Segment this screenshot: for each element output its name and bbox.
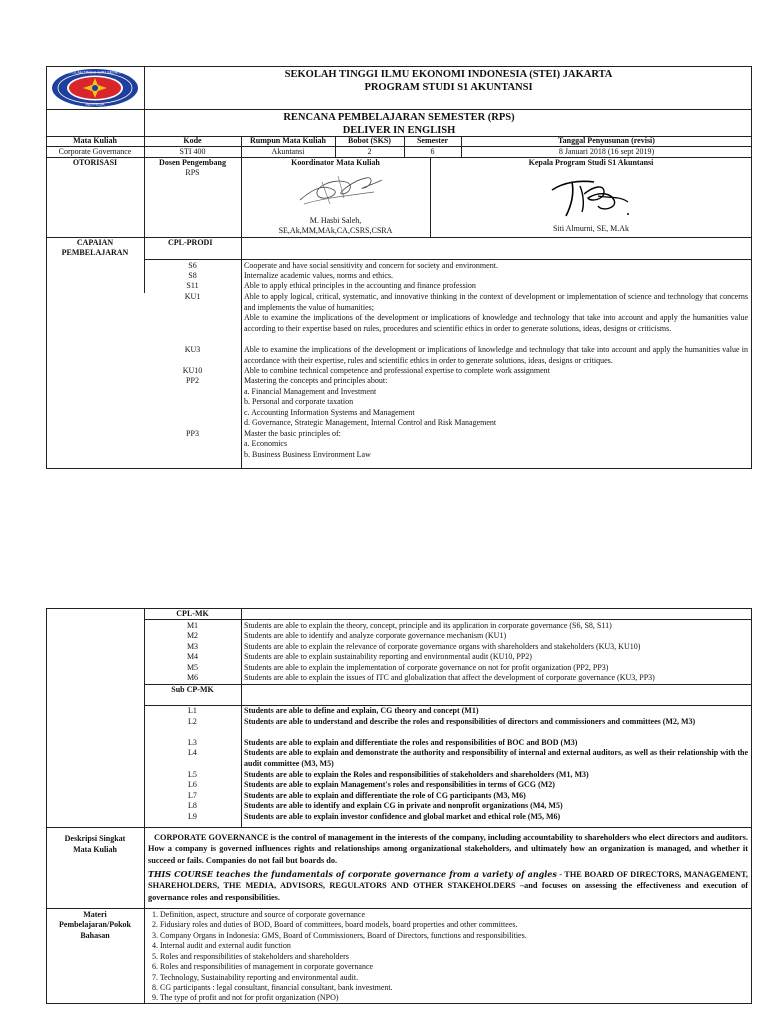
pembelajaran-label: PEMBELAJARAN xyxy=(61,248,129,257)
desc-M5: Students are able to explain the implementation of corporate governance on not for profit organization (PP2, PP3) xyxy=(244,663,609,672)
col-tanggal: Tanggal Penyusunan (revisi) xyxy=(558,136,655,145)
desc-PP2-0: Mastering the concepts and principles about: xyxy=(244,376,388,385)
col-semester: Semester xyxy=(416,136,449,145)
code-KU1: KU1 xyxy=(184,292,201,301)
desc-PP2-4: d. Governance, Strategic Management, Internal Control and Risk Management xyxy=(244,418,497,427)
desc-L7: Students are able to explain and differentiate the role of CG participants (M3, M6) xyxy=(244,791,526,800)
deskripsi-p1: CORPORATE GOVERNANCE is the control of management in the interests of the company, including accountability to shareholders who elect directors and auditors. How a company is governed influences rights and relationships among organizational stakeholders, and ultimately how an organization is managed, and whether it succeed or fails. Companies do not fail but boards do. xyxy=(148,833,748,865)
deskripsi-label-2: Mata Kuliah xyxy=(73,845,117,854)
desc-KU1-b: Able to examine the implications of the development or implications of knowledge and technology that take into account and apply the humanities value according to their expertise based on rules, procedures and scientific ethics in order to generate solutions, ideas, designs or criticisms. xyxy=(244,313,748,333)
desc-M3: Students are able to explain the relevance of corporate governance organs with shareholders and stakeholders (KU3, KU10) xyxy=(244,642,641,651)
col-bobot: Bobot (SKS) xyxy=(348,136,391,145)
val-tanggal: 8 Januari 2018 (16 sept 2019) xyxy=(558,147,655,156)
desc-L5: Students are able to explain the Roles and responsibilities of stakeholders and shareholders (M1, M3) xyxy=(244,770,589,779)
stei-logo xyxy=(50,67,140,109)
code-PP3: PP3 xyxy=(186,429,199,438)
desc-L1: Students are able to define and explain, CG theory and concept (M1) xyxy=(244,706,479,715)
school-name: SEKOLAH TINGGI ILMU EKONOMI INDONESIA (STEI) JAKARTA xyxy=(284,69,613,80)
desc-PP2-3: c. Accounting Information Systems and Management xyxy=(244,408,415,417)
desc-M1: Students are able to explain the theory, concept, principle and its application in corporate governance (S6, S8, S11) xyxy=(244,621,612,630)
desc-PP3-0: Master the basic principles of: xyxy=(244,429,341,438)
desc-L9: Students are able to explain investor confidence and global market and ethical role (M5, M6) xyxy=(244,812,561,821)
val-kode: STI 400 xyxy=(179,147,206,156)
kaprodi-name: Siti Almurni, SE, M.Ak xyxy=(552,224,629,233)
signature-kaprodi xyxy=(538,172,634,220)
col-kode: Kode xyxy=(183,136,202,145)
desc-KU1-a: Able to apply logical, critical, systematic, and innovative thinking in the context of development or implementation of science and technology that concerns and implements the value of humanities; xyxy=(244,292,748,312)
val-bobot: 2 xyxy=(367,147,372,156)
desc-PP3-2: b. Business Business Environment Law xyxy=(244,450,371,459)
code-L8: L8 xyxy=(188,801,197,810)
deskripsi-label: Deskripsi Singkat xyxy=(64,834,126,843)
deskripsi-script: THIS COURSE teaches the fundamentals of corporate governance from a variety of angles xyxy=(148,869,557,879)
code-KU10: KU10 xyxy=(182,366,203,375)
logo-bottom-text: INDONESIA xyxy=(85,102,105,107)
dosen-label: Dosen Pengembang xyxy=(159,158,226,167)
materi-item-8: 8. CG participants : legal consultant, financial consultant, bank investment. xyxy=(152,983,393,992)
logo-ring-text: SEKOLAH TINGGI ILMU EKONOMI xyxy=(65,70,125,75)
code-PP2: PP2 xyxy=(186,376,199,385)
code-L5: L5 xyxy=(188,770,197,779)
val-semester: 6 xyxy=(430,147,435,156)
materi-item-4: 4. Internal audit and external audit function xyxy=(152,941,291,950)
code-M3: M3 xyxy=(186,642,199,651)
cpl-prodi-label: CPL-PRODI xyxy=(168,238,213,247)
rps-subtitle: DELIVER IN ENGLISH xyxy=(342,125,456,136)
desc-KU10: Able to combine technical competence and professional expertise to complete work assignment xyxy=(244,366,550,375)
col-mata-kuliah: Mata Kuliah xyxy=(73,136,117,145)
koordinator-name: M. Hasbi Saleh, xyxy=(309,216,362,225)
desc-L6: Students are able to explain Management's roles and responsibilities in terms of GCG (M2) xyxy=(244,780,555,789)
rps-title: RENCANA PEMBELAJARAN SEMESTER (RPS) xyxy=(283,112,515,123)
col-rumpun: Rumpun Mata Kuliah xyxy=(249,136,327,145)
code-M6: M6 xyxy=(186,673,199,682)
materi-item-9: 9. The type of profit and not for profit organization (NPO) xyxy=(152,993,339,1002)
code-S11: S11 xyxy=(186,281,199,290)
desc-PP2-2: b. Personal and corporate taxation xyxy=(244,397,354,406)
program-name: PROGRAM STUDI S1 AKUNTANSI xyxy=(364,82,533,93)
code-L9: L9 xyxy=(188,812,197,821)
desc-M2: Students are able to identify and analyze corporate governance mechanism (KU1) xyxy=(244,631,507,640)
otorisasi-label: OTORISASI xyxy=(72,158,118,167)
desc-L2: Students are able to understand and describe the roles and responsibilities of directors and commissioners and committees (M2, M3) xyxy=(244,717,696,726)
desc-KU3: Able to examine the implications of the development or implications of knowledge and technology that take into account and apply the humanities value in accordance with their expertise, rules and scientific ethics in order to generate solutions, ideas, designs or critiques. xyxy=(244,345,748,365)
cpl-mk-label: CPL-MK xyxy=(176,609,209,618)
materi-item-7: 7. Technology, Sustainability reporting and environmental audit. xyxy=(152,973,359,982)
code-L2: L2 xyxy=(188,717,197,726)
val-mata-kuliah: Corporate Governance xyxy=(58,147,132,156)
desc-S11: Able to apply ethical principles in the accounting and finance profession xyxy=(244,281,476,290)
deskripsi-p2: THIS COURSE teaches the fundamentals of corporate governance from a variety of angles - THE BOARD OF DIRECTORS, MANAGEMENT, SHAREHOLDERS, THE MEDIA, ADVISORS, REGULATORS AND OTHER STAKEHOLDERS –and focuses on assessing the effectiveness and execution of governance roles and responsibilities. xyxy=(148,869,748,902)
signature-koordinator xyxy=(294,170,386,210)
code-L1: L1 xyxy=(188,706,197,715)
koordinator-title: SE,Ak,MM,MAk,CA,CSRS,CSRA xyxy=(278,226,393,235)
code-M1: M1 xyxy=(186,621,199,630)
desc-PP2-1: a. Financial Management and Investment xyxy=(244,387,377,396)
materi-item-1: 1. Definition, aspect, structure and source of corporate governance xyxy=(152,910,366,919)
code-M5: M5 xyxy=(186,663,199,672)
desc-PP3-1: a. Economics xyxy=(244,439,288,448)
materi-label-3: Bahasan xyxy=(80,931,110,940)
code-L7: L7 xyxy=(188,791,197,800)
code-M2: M2 xyxy=(186,631,199,640)
sub-cpmk-label: Sub CP-MK xyxy=(171,685,214,694)
code-L6: L6 xyxy=(188,780,197,789)
code-S6: S6 xyxy=(188,261,197,270)
val-rumpun: Akuntansi xyxy=(271,147,305,156)
code-S8: S8 xyxy=(188,271,197,280)
code-L4: L4 xyxy=(188,748,197,757)
desc-L4: Students are able to explain and demonstrate the authority and responsibility of internal and external auditors, as well as their relationship with the audit committee (M3, M5) xyxy=(244,748,748,768)
materi-item-5: 5. Roles and responsibilities of stakeholders and shareholders xyxy=(152,952,349,961)
desc-L3: Students are able to explain and differentiate the roles and responsibilities of BOC and BOD (M3) xyxy=(244,738,578,747)
materi-item-2: 2. Fidusiary roles and duties of BOD, Board of committees, board models, board properties and other committees. xyxy=(152,920,518,929)
materi-label: Materi xyxy=(83,910,107,919)
materi-item-3: 3. Company Organs in Indonesia: GMS, Board of Commissioners, Board of Directors, functions and responsibilities. xyxy=(152,931,527,940)
desc-L8: Students are able to identify and explain CG in private and nonprofit organizations (M4, M5) xyxy=(244,801,563,810)
kaprodi-label: Kepala Program Studi S1 Akuntansi xyxy=(528,158,654,167)
desc-M6: Students are able to explain the issues of ITC and globalization that affect the development of corporate governance (KU3, PP3) xyxy=(244,673,655,682)
dosen-label-rps: RPS xyxy=(185,168,200,177)
code-M4: M4 xyxy=(186,652,199,661)
desc-M4: Students are able to explain sustainability reporting and environmental audit (KU10, PP2) xyxy=(244,652,532,661)
materi-label-2: Pembelajaran/Pokok xyxy=(59,920,131,929)
desc-S8: Internalize academic values, norms and ethics. xyxy=(244,271,394,280)
capaian-label: CAPAIAN xyxy=(76,238,114,247)
code-KU3: KU3 xyxy=(184,345,201,354)
materi-item-6: 6. Roles and responsibilities of management in corporate governance xyxy=(152,962,374,971)
code-L3: L3 xyxy=(188,738,197,747)
koordinator-label: Koordinator Mata Kuliah xyxy=(291,158,380,167)
desc-S6: Cooperate and have social sensitivity and concern for society and environment. xyxy=(244,261,498,270)
